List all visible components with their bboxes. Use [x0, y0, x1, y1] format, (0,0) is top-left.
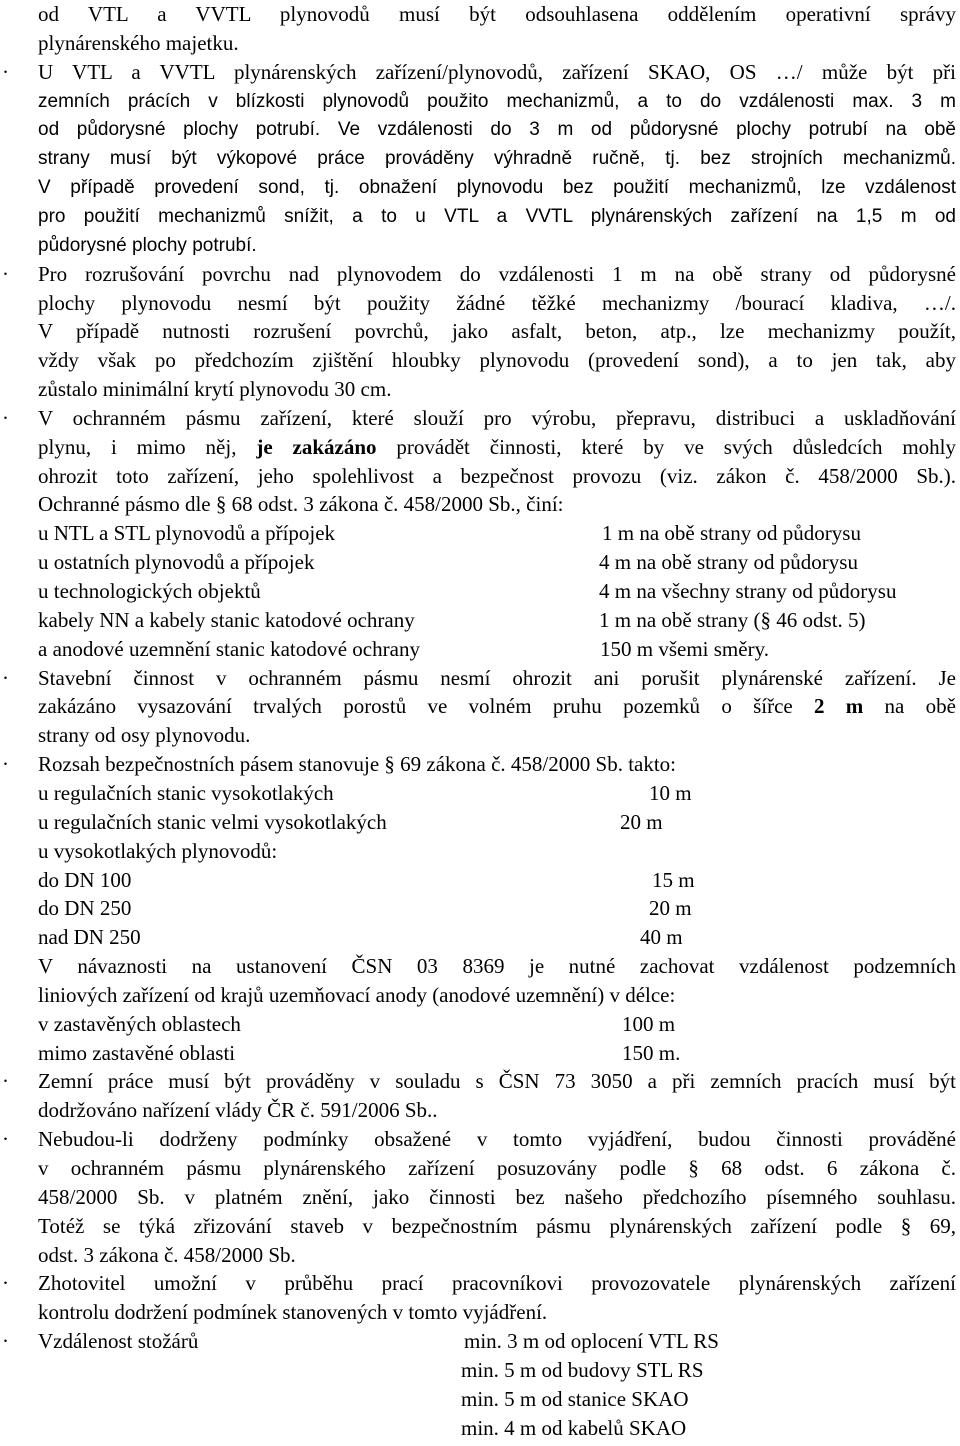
- text-line: 458/2000 Sb. v platném znění, jako činnosti bez našeho předchozího písemného souhlasu.: [38, 1185, 956, 1209]
- text-line: U VTL a VVTL plynárenských zařízení/plynovodů, zařízení SKAO, OS …/ může být při: [38, 60, 956, 84]
- text-line: Totéž se týká zřizování staveb v bezpečnostním pásmu plynárenských zařízení podle § 69,: [38, 1214, 956, 1238]
- bullet-marker: ·: [2, 60, 9, 84]
- text-line: v ochranném pásmu plynárenského zařízení posuzovány podle § 68 odst. 6 zákona č.: [38, 1156, 956, 1180]
- row-value: 4 m na všechny strany od půdorysu: [599, 579, 897, 603]
- bullet-marker: ·: [2, 262, 9, 286]
- row-label: u regulačních stanic vysokotlakých: [38, 781, 334, 805]
- row-label: do DN 250: [38, 896, 132, 920]
- row-label: u technologických objektů: [38, 579, 261, 603]
- bullet-marker: ·: [2, 406, 9, 430]
- text-line: půdorysné plochy potrubí.: [38, 235, 257, 256]
- distance-row: [38, 923, 956, 952]
- row-label: u NTL a STL plynovodů a přípojek: [38, 521, 336, 545]
- row-value: 4 m na obě strany od půdorysu: [599, 550, 858, 574]
- row-label: u ostatních plynovodů a přípojek: [38, 550, 315, 574]
- text-line: [38, 692, 956, 721]
- text-line: strany od osy plynovodu.: [38, 723, 251, 747]
- text-line: strany musí být výkopové práce prováděny výhradně ručně, tj. bez strojních mechanizmů.: [38, 148, 956, 169]
- text-line: plochy plynovodu nesmí být použity žádné těžké mechanizmy /bourací kladiva, …/.: [38, 291, 956, 315]
- distance-row: [38, 606, 956, 635]
- distance-row: [38, 1327, 956, 1356]
- text-fragment: plynu, i mimo něj,: [38, 435, 257, 459]
- distance-row: [38, 1385, 956, 1414]
- bullet-marker: ·: [2, 666, 9, 690]
- row-value: 15 m: [652, 868, 695, 892]
- text-line: Rozsah bezpečnostních pásem stanovuje § 69 zákona č. 458/2000 Sb. takto:: [38, 752, 677, 776]
- distance-row: [38, 635, 956, 664]
- row-label: do DN 100: [38, 868, 132, 892]
- bullet-marker: ·: [2, 752, 9, 776]
- text-line: plynárenského majetku.: [38, 31, 239, 55]
- bullet-marker: ·: [2, 1127, 9, 1151]
- text-line: kontrolu dodržení podmínek stanovených v tomto vyjádření.: [38, 1300, 548, 1324]
- text-line: dodržováno nařízení vlády ČR č. 591/2006 Sb..: [38, 1098, 438, 1122]
- text-line: ohrozit toto zařízení, jeho spolehlivost a bezpečnost provozu (viz. zákon č. 458/2000 Sb.).: [38, 464, 956, 488]
- emphasis-text: 2 m: [814, 694, 864, 718]
- row-value: 20 m: [620, 810, 663, 834]
- row-value: 100 m: [622, 1012, 676, 1036]
- row-value: 20 m: [649, 896, 692, 920]
- row-value: 40 m: [640, 925, 683, 949]
- text-line: Zhotovitel umožní v průběhu prací pracovníkovi provozovatele plynárenských zařízení: [38, 1271, 956, 1295]
- distance-row: [38, 1356, 956, 1385]
- distance-row: [38, 577, 956, 606]
- text-line: Stavební činnost v ochranném pásmu nesmí ohrozit ani porušit plynárenské zařízení. Je: [38, 666, 956, 690]
- text-line: Zemní práce musí být prováděny v souladu s ČSN 73 3050 a při zemních pracích musí být: [38, 1069, 956, 1093]
- row-value: 1 m na obě strany od půdorysu: [602, 521, 861, 545]
- text-line: V případě provedení sond, tj. obnažení plynovodu bez použití mechanizmů, lze vzdálenost: [38, 177, 956, 198]
- distance-row: [38, 519, 956, 548]
- distance-row: [38, 808, 956, 837]
- row-value: 150 m všemi směry.: [600, 637, 769, 661]
- bullet-marker: ·: [2, 1329, 9, 1353]
- text-line: zemních prácích v blízkosti plynovodů použito mechanizmů, a to do vzdálenosti max. 3 m: [38, 91, 956, 112]
- text-line: odst. 3 zákona č. 458/2000 Sb.: [38, 1243, 296, 1267]
- row-value: min. 5 m od budovy STL RS: [461, 1358, 704, 1382]
- text-line: liniových zařízení od krajů uzemňovací anody (anodové uzemnění) v délce:: [38, 983, 676, 1007]
- row-value: 150 m.: [622, 1041, 681, 1065]
- distance-row: [38, 1010, 956, 1039]
- text-line: Nebudou-li dodrženy podmínky obsažené v tomto vyjádření, budou činnosti prováděné: [38, 1127, 956, 1151]
- row-value: 10 m: [649, 781, 692, 805]
- row-value: min. 4 m od kabelů SKAO: [461, 1416, 687, 1440]
- distance-row: [38, 1039, 956, 1068]
- text-line: vždy však po předchozím zjištění hloubky plynovodu (provedení sond), a to jen tak, aby: [38, 348, 956, 372]
- row-value: min. 5 m od stanice SKAO: [461, 1387, 689, 1411]
- row-label: kabely NN a kabely stanic katodové ochrany: [38, 608, 415, 632]
- row-label: a anodové uzemnění stanic katodové ochrany: [38, 637, 420, 661]
- row-label: nad DN 250: [38, 925, 141, 949]
- row-label: Vzdálenost stožárů: [38, 1329, 199, 1353]
- row-label: mimo zastavěné oblasti: [38, 1041, 236, 1065]
- text-line: [38, 433, 956, 462]
- row-value: 1 m na obě strany (§ 46 odst. 5): [599, 608, 866, 632]
- text-line: u vysokotlakých plynovodů:: [38, 839, 278, 863]
- emphasis-text: je zakázáno: [256, 435, 377, 459]
- text-fragment: zakázáno vysazování trvalých porostů ve volném pruhu pozemků o šířce: [38, 694, 815, 718]
- text-line: Pro rozrušování povrchu nad plynovodem do vzdálenosti 1 m na obě strany od půdorysné: [38, 262, 956, 286]
- distance-row: [38, 1414, 956, 1443]
- distance-row: [38, 548, 956, 577]
- text-fragment: provádět činnosti, které by ve svých důsledcích mohly: [376, 435, 956, 459]
- text-line: V případě nutnosti rozrušení povrchů, jako asfalt, beton, atp., lze mechanizmy použít,: [38, 319, 956, 343]
- distance-row: [38, 894, 956, 923]
- text-line: od VTL a VVTL plynovodů musí být odsouhlasena oddělením operativní správy: [38, 2, 956, 26]
- text-fragment: na obě: [863, 694, 956, 718]
- distance-row: [38, 779, 956, 808]
- text-line: Ochranné pásmo dle § 68 odst. 3 zákona č. 458/2000 Sb., činí:: [38, 492, 564, 516]
- text-line: V návaznosti na ustanovení ČSN 03 8369 je nutné zachovat vzdálenost podzemních: [38, 954, 956, 978]
- bullet-marker: ·: [2, 1069, 9, 1093]
- text-line: od půdorysné plochy potrubí. Ve vzdálenosti do 3 m od půdorysné plochy potrubí na obě: [38, 119, 956, 140]
- text-line: V ochranném pásmu zařízení, které slouží pro výrobu, přepravu, distribuci a uskladňování: [38, 406, 956, 430]
- row-label: u regulačních stanic velmi vysokotlakých: [38, 810, 387, 834]
- bullet-marker: ·: [2, 1271, 9, 1295]
- distance-row: [38, 866, 956, 895]
- row-label: v zastavěných oblastech: [38, 1012, 241, 1036]
- text-line: zůstalo minimální krytí plynovodu 30 cm.: [38, 377, 392, 401]
- text-line: pro použití mechanizmů snížit, a to u VTL a VVTL plynárenských zařízení na 1,5 m od: [38, 206, 956, 227]
- row-value: min. 3 m od oplocení VTL RS: [464, 1329, 719, 1353]
